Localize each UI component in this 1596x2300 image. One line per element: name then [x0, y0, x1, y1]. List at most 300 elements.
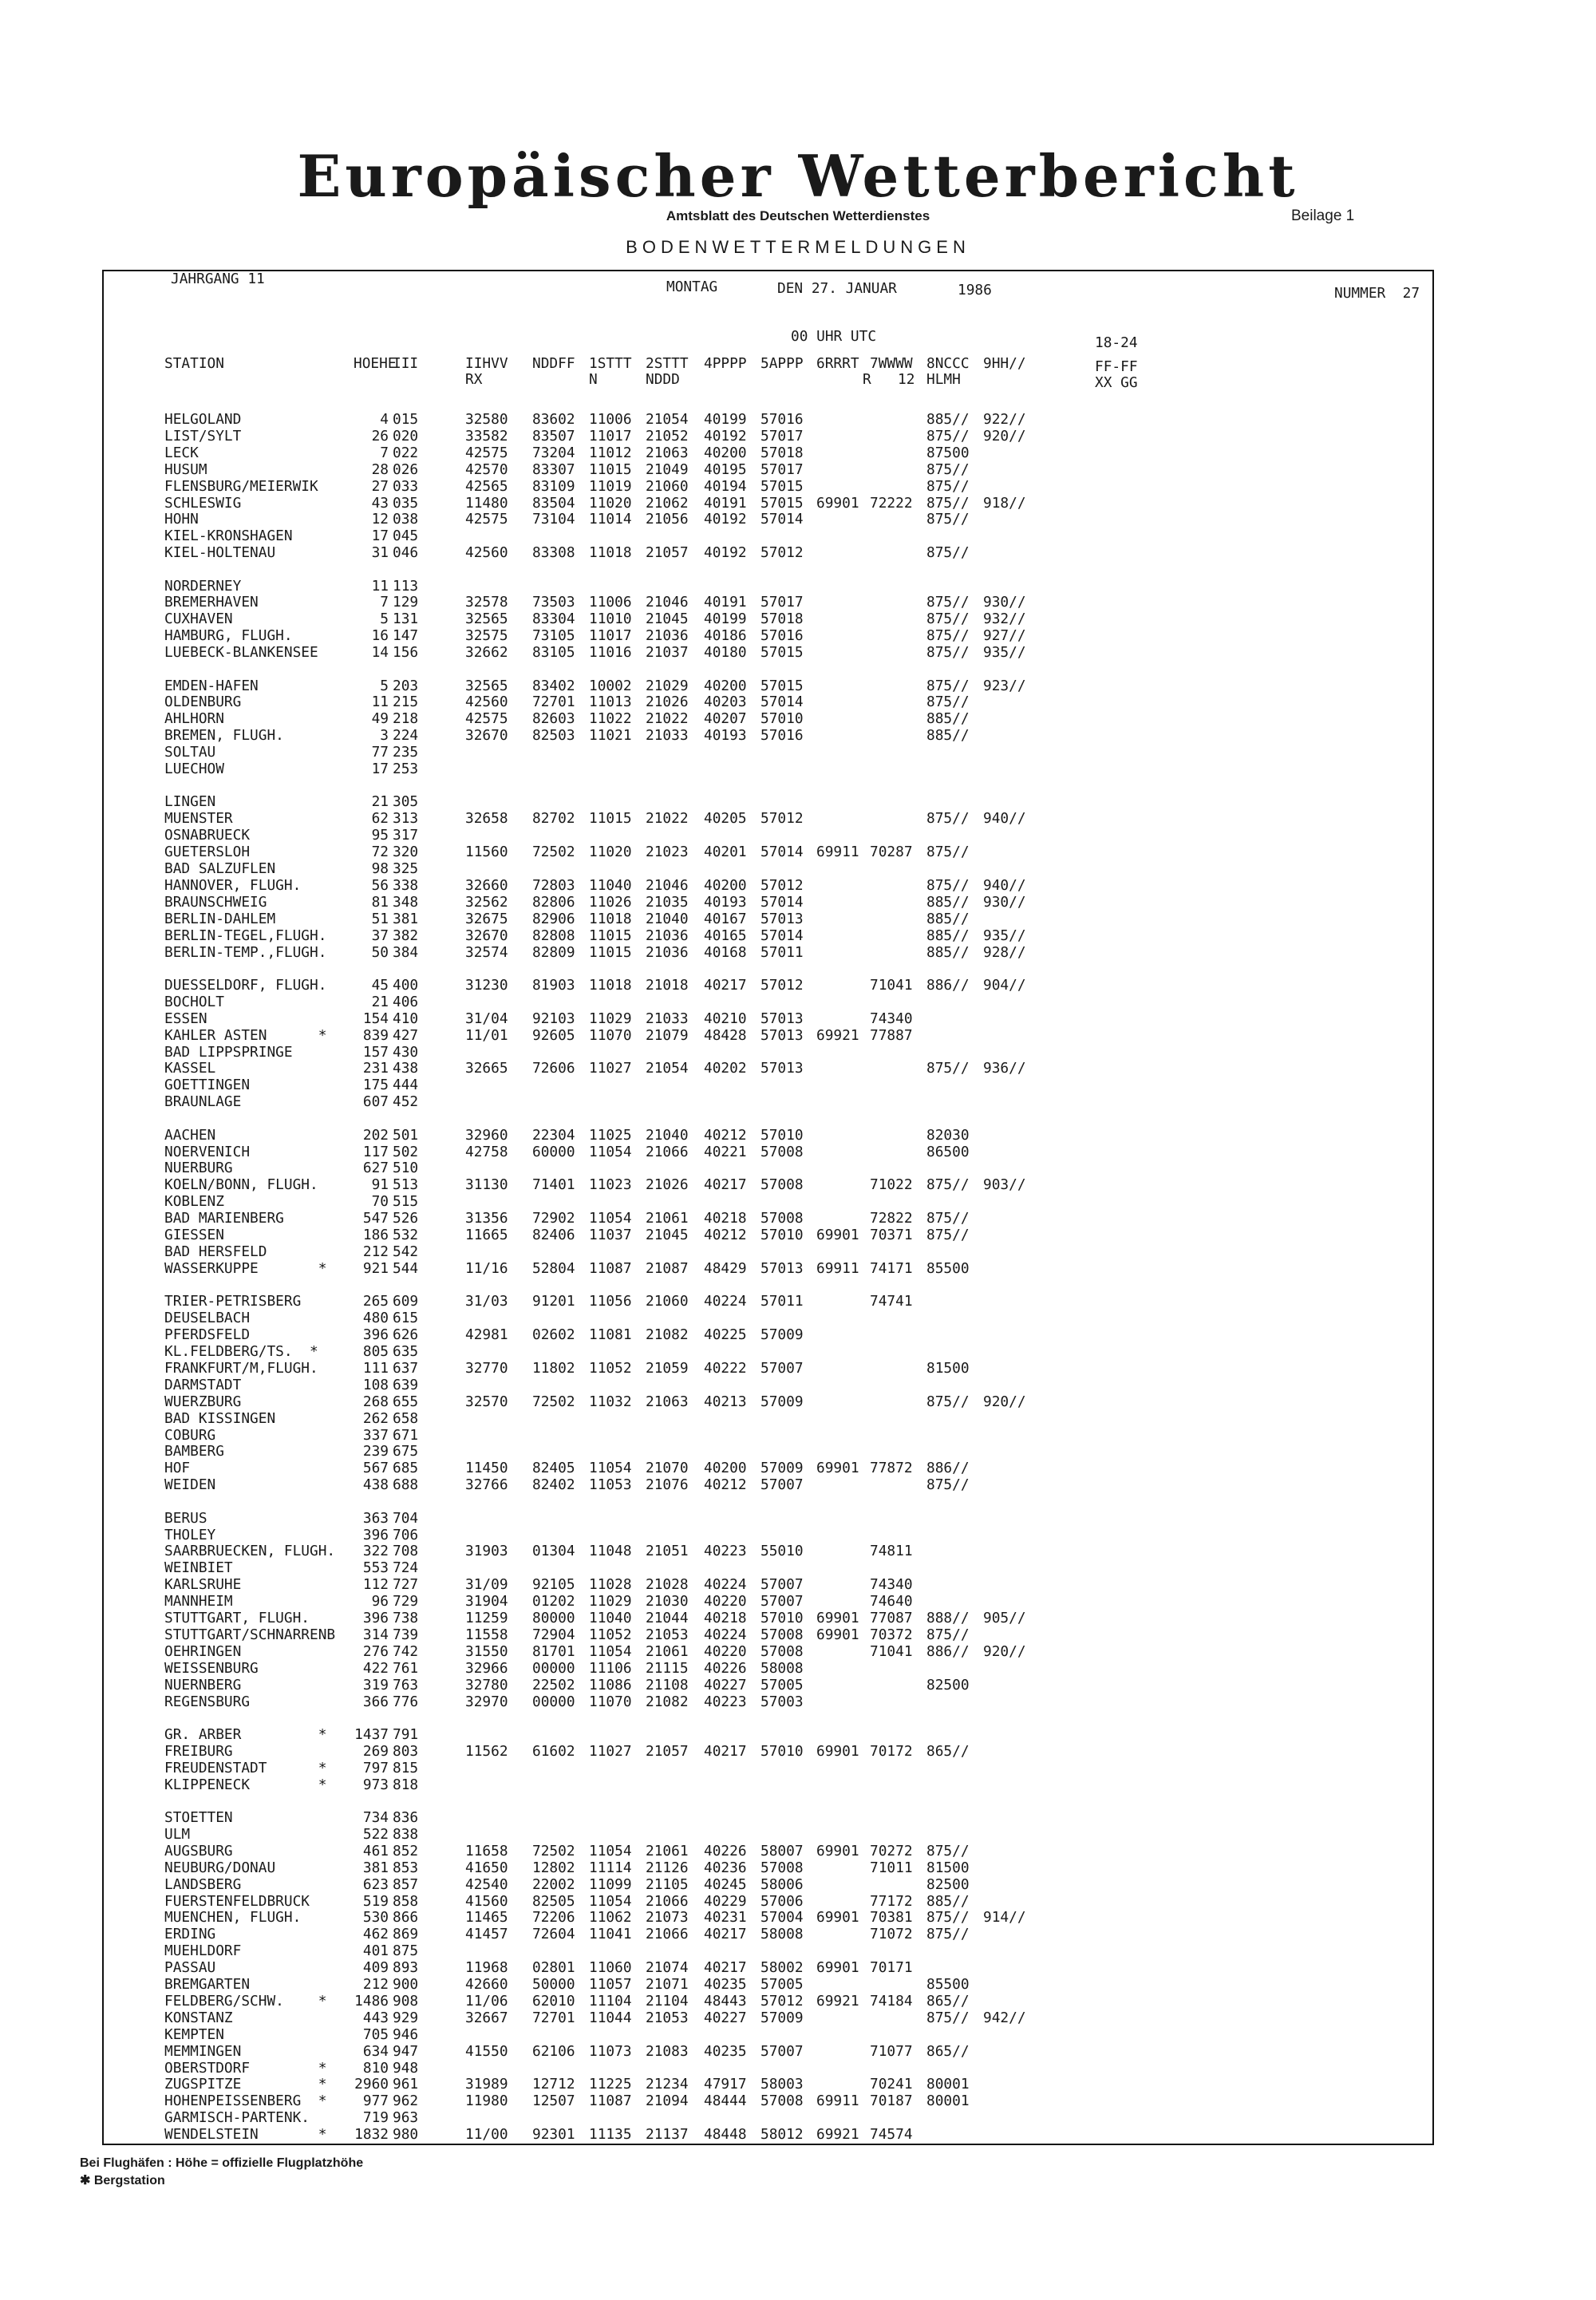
cell-value: 11057: [589, 1976, 632, 1993]
cell-value: 11070: [589, 1693, 632, 1710]
cell-value: 40218: [704, 1610, 747, 1626]
cell-value: 57008: [760, 2093, 804, 2109]
cell-value: 40217: [704, 1926, 747, 1942]
cell-value: 658: [393, 1410, 419, 1427]
cell-value: 31550: [465, 1643, 508, 1660]
cell-value: 11016: [589, 644, 632, 661]
cell-value: 11225: [589, 2076, 632, 2093]
table-row: [104, 711, 1432, 727]
cell-value: 21083: [646, 2043, 689, 2060]
station-name: OEHRINGEN: [164, 1643, 242, 1660]
table-row: [104, 1511, 1432, 1527]
station-name: WUERZBURG: [164, 1393, 242, 1410]
table-row: [104, 462, 1432, 478]
cell-value: 70381: [870, 1909, 913, 1926]
table-row: [104, 1877, 1432, 1893]
table-row: [104, 496, 1432, 512]
cell-value: 49: [371, 710, 389, 727]
cell-value: 410: [393, 1010, 419, 1027]
cell-value: 71401: [532, 1176, 575, 1193]
cell-value: 73105: [532, 627, 575, 644]
cell-value: 11006: [589, 594, 632, 611]
table-row: [104, 745, 1432, 761]
cell-value: 40201: [704, 844, 747, 860]
cell-value: 818: [393, 1776, 419, 1793]
cell-value: 553: [362, 1559, 389, 1576]
cell-value: 48444: [704, 2093, 747, 2109]
table-row: [104, 645, 1432, 661]
cell-value: 11012: [589, 445, 632, 461]
cell-value: 21036: [646, 927, 689, 944]
cell-value: 11019: [589, 478, 632, 495]
cell-value: 935//: [983, 644, 1026, 661]
cell-value: 00000: [532, 1660, 575, 1677]
cell-value: 11006: [589, 411, 632, 428]
cell-value: 21045: [646, 611, 689, 627]
cell-value: 776: [393, 1693, 419, 1710]
cell-value: 57011: [760, 1293, 804, 1310]
cell-value: 82808: [532, 927, 575, 944]
cell-value: 11480: [465, 495, 508, 512]
cell-value: 41457: [465, 1926, 508, 1942]
table-row: [104, 1943, 1432, 1959]
cell-value: 942//: [983, 2010, 1026, 2026]
cell-value: 57014: [760, 927, 804, 944]
cell-value: 810: [362, 2060, 389, 2077]
cell-value: 033: [393, 478, 419, 495]
col-header-9hh-: 9HH//: [983, 355, 1026, 372]
cell-value: 21053: [646, 1626, 689, 1643]
cell-value: 85500: [926, 1976, 970, 1993]
station-name: TRIER-PETRISBERG: [164, 1293, 302, 1310]
cell-value: 21057: [646, 1743, 689, 1760]
station-name: BRAUNSCHWEIG: [164, 894, 267, 911]
cell-value: 57007: [760, 1360, 804, 1377]
cell-value: 82906: [532, 911, 575, 927]
cell-value: 77172: [870, 1893, 913, 1910]
cell-value: 11/00: [465, 2126, 508, 2143]
cell-value: 14: [371, 644, 389, 661]
cell-value: 32966: [465, 1660, 508, 1677]
table-row: [104, 794, 1432, 810]
cell-value: 11099: [589, 1876, 632, 1893]
cell-value: 637: [393, 1360, 419, 1377]
table-row: [104, 1028, 1432, 1044]
cell-value: 035: [393, 495, 419, 512]
cell-value: 21062: [646, 495, 689, 512]
cell-value: 57014: [760, 844, 804, 860]
cell-value: 515: [393, 1193, 419, 1210]
cell-value: 40217: [704, 1176, 747, 1193]
cell-value: 914//: [983, 1909, 1026, 1926]
station-name: BOCHOLT: [164, 994, 224, 1010]
cell-value: 57012: [760, 1993, 804, 2010]
cell-value: 69901: [816, 1843, 859, 1859]
cell-value: 62010: [532, 1993, 575, 2010]
cell-value: 21053: [646, 2010, 689, 2026]
cell-value: 82603: [532, 710, 575, 727]
cell-value: 11014: [589, 511, 632, 528]
table-row: [104, 1827, 1432, 1843]
table-row: [104, 611, 1432, 627]
cell-value: 381: [362, 1859, 389, 1876]
cell-value: 928//: [983, 944, 1026, 961]
cell-value: 11802: [532, 1360, 575, 1377]
nummer: NUMMER 27: [1334, 285, 1420, 302]
cell-value: 322: [362, 1543, 389, 1559]
table-row: [104, 1810, 1432, 1826]
table-row: [104, 445, 1432, 461]
col-header-8nccc: 8NCCC: [926, 355, 970, 372]
cell-value: 12507: [532, 2093, 575, 2109]
cell-value: 32670: [465, 927, 508, 944]
cell-value: 83304: [532, 611, 575, 627]
cell-value: 72902: [532, 1210, 575, 1227]
cell-value: 11259: [465, 1610, 508, 1626]
cell-value: 40192: [704, 428, 747, 445]
cell-value: 40224: [704, 1626, 747, 1643]
cell-value: 875//: [926, 1176, 970, 1193]
cell-value: 724: [393, 1559, 419, 1576]
table-row: [104, 728, 1432, 744]
cell-value: 31: [371, 544, 389, 561]
cell-value: 42570: [465, 461, 508, 478]
col-header-1sttt: 1STTT: [589, 355, 632, 372]
cell-value: 92605: [532, 1027, 575, 1044]
cell-value: 875//: [926, 2010, 970, 2026]
cell-value: 21059: [646, 1360, 689, 1377]
cell-value: 32670: [465, 727, 508, 744]
cell-value: 438: [362, 1476, 389, 1493]
cell-value: 61602: [532, 1743, 575, 1760]
cell-value: 69901: [816, 1743, 859, 1760]
col-subheader: R: [863, 371, 871, 388]
page-title: Europäischer Wetterbericht: [297, 142, 1299, 210]
cell-value: 40193: [704, 727, 747, 744]
cell-value: 82702: [532, 810, 575, 827]
cell-value: 875//: [926, 1843, 970, 1859]
cell-value: 57010: [760, 1610, 804, 1626]
cell-value: 409: [362, 1959, 389, 1976]
cell-value: 91201: [532, 1293, 575, 1310]
table-row: [104, 1543, 1432, 1559]
cell-value: 57013: [760, 911, 804, 927]
cell-value: 21126: [646, 1859, 689, 1876]
table-row: [104, 1694, 1432, 1710]
station-name: KL.FELDBERG/TS. *: [164, 1343, 318, 1360]
cell-value: 57007: [760, 1476, 804, 1493]
table-row: [104, 1160, 1432, 1176]
time-label: 00 UHR UTC: [791, 328, 877, 345]
station-name: MUENSTER: [164, 810, 233, 827]
cell-value: 32970: [465, 1693, 508, 1710]
cell-value: 96: [371, 1593, 389, 1610]
table-row: [104, 811, 1432, 827]
station-name: HAMBURG, FLUGH.: [164, 627, 293, 644]
station-name: GIESSEN: [164, 1227, 224, 1243]
cell-value: 384: [393, 944, 419, 961]
cell-value: 57013: [760, 1010, 804, 1027]
cell-value: 31/04: [465, 1010, 508, 1027]
cell-value: 363: [362, 1510, 389, 1527]
section-title: BODENWETTERMELDUNGEN: [626, 237, 970, 257]
table-row: [104, 1460, 1432, 1476]
cell-value: 21063: [646, 1393, 689, 1410]
cell-value: 21030: [646, 1593, 689, 1610]
station-name: KAHLER ASTEN *: [164, 1027, 327, 1044]
cell-value: 11052: [589, 1360, 632, 1377]
cell-value: 81701: [532, 1643, 575, 1660]
col-subheader: RX: [465, 371, 483, 388]
cell-value: 623: [362, 1876, 389, 1893]
cell-value: 85500: [926, 1260, 970, 1277]
report-frame: [102, 270, 1434, 2145]
station-name: DEUSELBACH: [164, 1310, 251, 1326]
cell-value: 875//: [926, 1476, 970, 1493]
cell-value: 215: [393, 694, 419, 710]
cell-value: 940//: [983, 877, 1026, 894]
cell-value: 117: [362, 1144, 389, 1160]
cell-value: 40224: [704, 1576, 747, 1593]
station-name: BAD KISSINGEN: [164, 1410, 276, 1427]
cell-value: 69911: [816, 2093, 859, 2109]
cell-value: 038: [393, 511, 419, 528]
cell-value: 21104: [646, 1993, 689, 2010]
table-row: [104, 1045, 1432, 1061]
cell-value: 7: [380, 594, 389, 611]
cell-value: 40199: [704, 611, 747, 627]
table-row: [104, 412, 1432, 428]
cell-value: 21040: [646, 911, 689, 927]
cell-value: 11054: [589, 1460, 632, 1476]
cell-value: 57014: [760, 894, 804, 911]
cell-value: 875//: [926, 694, 970, 710]
cell-value: 634: [362, 2043, 389, 2060]
cell-value: 47917: [704, 2076, 747, 2093]
table-row: [104, 1610, 1432, 1626]
table-row: [104, 1361, 1432, 1377]
cell-value: 544: [393, 1260, 419, 1277]
cell-value: 461: [362, 1843, 389, 1859]
cell-value: 930//: [983, 594, 1026, 611]
cell-value: 21022: [646, 810, 689, 827]
cell-value: 21045: [646, 1227, 689, 1243]
table-row: [104, 1310, 1432, 1326]
cell-value: 71041: [870, 977, 913, 994]
cell-value: 21066: [646, 1893, 689, 1910]
cell-value: 31989: [465, 2076, 508, 2093]
cell-value: 82505: [532, 1893, 575, 1910]
cell-value: 98: [371, 860, 389, 877]
cell-value: 21094: [646, 2093, 689, 2109]
station-name: HUSUM: [164, 461, 207, 478]
cell-value: 71077: [870, 2043, 913, 2060]
station-name: GARMISCH-PARTENK.: [164, 2109, 310, 2126]
col-header-nddff: NDDFF: [532, 355, 575, 372]
cell-value: 58002: [760, 1959, 804, 1976]
cell-value: 48429: [704, 1260, 747, 1277]
cell-value: 382: [393, 927, 419, 944]
cell-value: 21028: [646, 1576, 689, 1593]
station-name: ULM: [164, 1826, 191, 1843]
cell-value: 69921: [816, 1027, 859, 1044]
cell-value: 21054: [646, 1060, 689, 1077]
col-header-iii: III: [393, 355, 419, 372]
cell-value: 32675: [465, 911, 508, 927]
station-name: LANDSBERG: [164, 1876, 242, 1893]
cell-value: 58003: [760, 2076, 804, 2093]
station-name: NORDERNEY: [164, 578, 242, 595]
table-row: [104, 579, 1432, 595]
cell-value: 40212: [704, 1476, 747, 1493]
cell-value: 57013: [760, 1027, 804, 1044]
cell-value: 57008: [760, 1626, 804, 1643]
cell-value: 11081: [589, 1326, 632, 1343]
cell-value: 858: [393, 1893, 419, 1910]
cell-value: 82806: [532, 894, 575, 911]
station-name: THOLEY: [164, 1527, 216, 1543]
cell-value: 21052: [646, 428, 689, 445]
station-name: BERLIN-TEGEL,FLUGH.: [164, 927, 327, 944]
station-name: KEMPTEN: [164, 2026, 224, 2043]
cell-value: 57014: [760, 694, 804, 710]
cell-value: 875//: [926, 1926, 970, 1942]
table-row: [104, 1644, 1432, 1660]
cell-value: 21029: [646, 678, 689, 694]
cell-value: 11021: [589, 727, 632, 744]
table-row: [104, 1977, 1432, 1993]
cell-value: 704: [393, 1510, 419, 1527]
cell-value: 480: [362, 1310, 389, 1326]
cell-value: 21074: [646, 1959, 689, 1976]
cell-value: 71041: [870, 1643, 913, 1660]
cell-value: 21046: [646, 877, 689, 894]
cell-value: 77872: [870, 1460, 913, 1476]
cell-value: 11/06: [465, 1993, 508, 2010]
cell-value: 797: [362, 1760, 389, 1776]
cell-value: 26: [371, 428, 389, 445]
cell-value: 11/16: [465, 1260, 508, 1277]
cell-value: 57015: [760, 478, 804, 495]
cell-value: 32565: [465, 678, 508, 694]
cell-value: 69901: [816, 1626, 859, 1643]
cell-value: 87500: [926, 445, 970, 461]
cell-value: 42560: [465, 694, 508, 710]
cell-value: 71022: [870, 1176, 913, 1193]
cell-value: 40191: [704, 594, 747, 611]
cell-value: 875//: [926, 877, 970, 894]
cell-value: 348: [393, 894, 419, 911]
cell-value: 50: [371, 944, 389, 961]
table-row: [104, 1344, 1432, 1360]
col-header-ff-ff: FF-FF: [1095, 358, 1138, 375]
cell-value: 11: [371, 694, 389, 710]
cell-value: 21037: [646, 644, 689, 661]
cell-value: 57007: [760, 2043, 804, 2060]
cell-value: 319: [362, 1677, 389, 1693]
cell-value: 11114: [589, 1859, 632, 1876]
table-row: [104, 861, 1432, 877]
table-row: [104, 1860, 1432, 1876]
cell-value: 615: [393, 1310, 419, 1326]
cell-value: 791: [393, 1726, 419, 1743]
cell-value: 962: [393, 2093, 419, 2109]
cell-value: 21061: [646, 1210, 689, 1227]
cell-value: 73104: [532, 511, 575, 528]
cell-value: 71011: [870, 1859, 913, 1876]
cell-value: 17: [371, 528, 389, 544]
station-name: BAD HERSFELD: [164, 1243, 267, 1260]
cell-value: 11029: [589, 1593, 632, 1610]
cell-value: 91: [371, 1176, 389, 1193]
col-subheader: HLMH: [926, 371, 961, 388]
station-name: SAARBRUECKEN, FLUGH.: [164, 1543, 336, 1559]
cell-value: 74574: [870, 2126, 913, 2143]
station-name: FLENSBURG/MEIERWIK: [164, 478, 318, 495]
cell-value: 885//: [926, 911, 970, 927]
table-row: [104, 1960, 1432, 1976]
cell-value: 32580: [465, 411, 508, 428]
cell-value: 366: [362, 1693, 389, 1710]
cell-value: 73503: [532, 594, 575, 611]
cell-value: 886//: [926, 1460, 970, 1476]
cell-value: 3: [380, 727, 389, 744]
table-row: [104, 479, 1432, 495]
cell-value: 22502: [532, 1677, 575, 1693]
table-row: [104, 1727, 1432, 1743]
cell-value: 57014: [760, 511, 804, 528]
station-name: HOF: [164, 1460, 191, 1476]
station-name: MEMMINGEN: [164, 2043, 242, 2060]
cell-value: 57016: [760, 411, 804, 428]
cell-value: 21071: [646, 1976, 689, 1993]
cell-value: 69901: [816, 1610, 859, 1626]
cell-value: 40186: [704, 627, 747, 644]
cell-value: 40220: [704, 1643, 747, 1660]
cell-value: 853: [393, 1859, 419, 1876]
cell-value: 977: [362, 2093, 389, 2109]
station-name: NEUBURG/DONAU: [164, 1859, 276, 1876]
cell-value: 929: [393, 2010, 419, 2026]
cell-value: 231: [362, 1060, 389, 1077]
cell-value: 805: [362, 1343, 389, 1360]
cell-value: 73204: [532, 445, 575, 461]
cell-value: 57008: [760, 1210, 804, 1227]
cell-value: 927//: [983, 627, 1026, 644]
cell-value: 21105: [646, 1876, 689, 1893]
cell-value: 83109: [532, 478, 575, 495]
cell-value: 532: [393, 1227, 419, 1243]
cell-value: 875//: [926, 1060, 970, 1077]
cell-value: 4: [380, 411, 389, 428]
table-row: [104, 528, 1432, 544]
station-name: KASSEL: [164, 1060, 216, 1077]
cell-value: 396: [362, 1527, 389, 1543]
cell-value: 83308: [532, 544, 575, 561]
cell-value: 11070: [589, 1027, 632, 1044]
cell-value: 203: [393, 678, 419, 694]
cell-value: 452: [393, 1093, 419, 1110]
cell-value: 11026: [589, 894, 632, 911]
table-row: [104, 1094, 1432, 1110]
cell-value: 92103: [532, 1010, 575, 1027]
cell-value: 57013: [760, 1260, 804, 1277]
cell-value: 42758: [465, 1144, 508, 1160]
cell-value: 11044: [589, 2010, 632, 2026]
station-name: PFERDSFELD: [164, 1326, 251, 1343]
cell-value: 12712: [532, 2076, 575, 2093]
cell-value: 875: [393, 1942, 419, 1959]
